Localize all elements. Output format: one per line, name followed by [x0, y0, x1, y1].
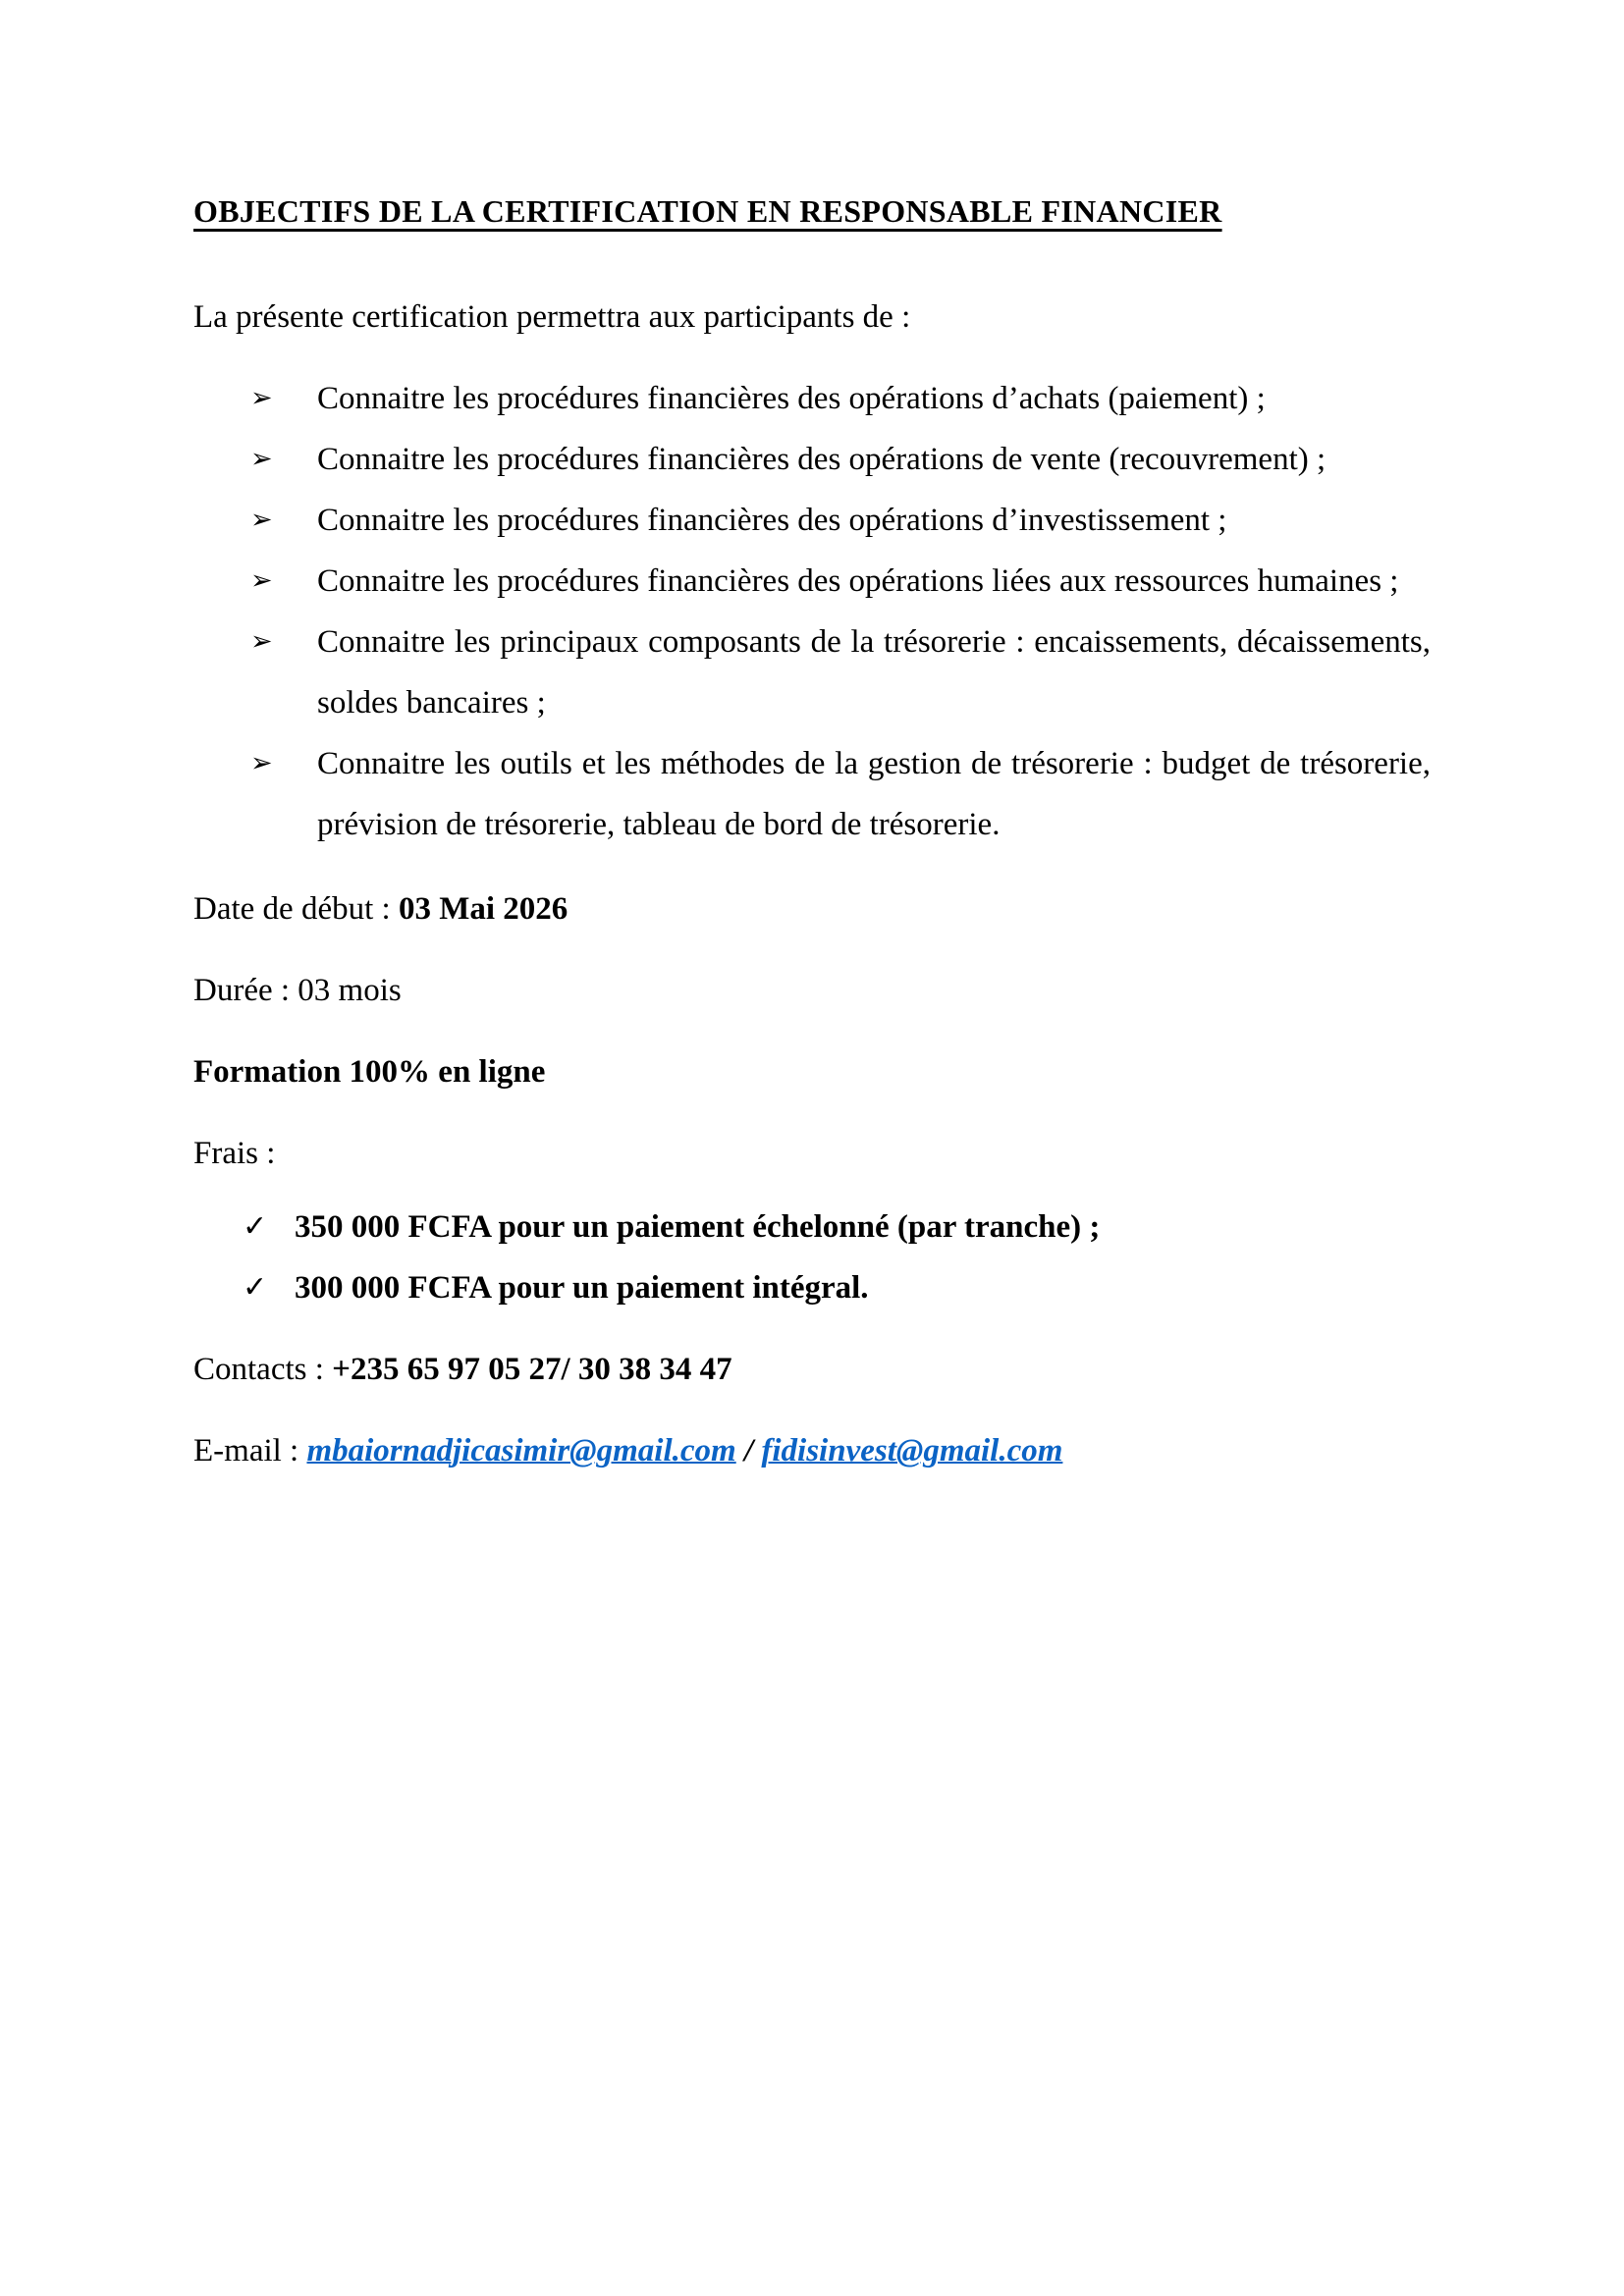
objective-text: Connaitre les procédures financières des opérations d’investissement ; — [317, 503, 1227, 538]
objective-item — [193, 429, 1431, 490]
arrow-bullet-icon: ➢ — [250, 444, 273, 474]
objective-item — [193, 612, 1431, 733]
start-date-value: 03 Mai 2026 — [398, 891, 568, 927]
fees-list — [193, 1197, 1431, 1318]
objective-text: Connaitre les procédures financières des opérations liées aux ressources humaines ; — [317, 563, 1399, 599]
email-link-secondary[interactable]: fidisinvest@gmail.com — [761, 1433, 1063, 1468]
contacts-label: Contacts : — [193, 1352, 333, 1387]
objective-text: Connaitre les outils et les méthodes de la gestion de trésorerie : budget de trésorerie, prévision de trésorerie, tableau de bord de trésorerie. — [317, 746, 1431, 842]
arrow-bullet-icon: ➢ — [250, 505, 273, 535]
arrow-bullet-icon: ➢ — [250, 383, 273, 413]
email-link-primary[interactable]: mbaiornadjicasimir@gmail.com — [306, 1433, 736, 1468]
fee-text: 300 000 FCFA pour un paiement intégral. — [295, 1270, 869, 1306]
arrow-bullet-icon: ➢ — [250, 626, 273, 657]
arrow-bullet-icon: ➢ — [250, 748, 273, 778]
duration-line: Durée : 03 mois — [193, 973, 402, 1008]
contacts-phone-numbers: +235 65 97 05 27/ 30 38 34 47 — [332, 1352, 732, 1387]
page-title: OBJECTIFS DE LA CERTIFICATION EN RESPONSABLE FINANCIER — [193, 193, 1222, 229]
arrow-bullet-icon: ➢ — [250, 565, 273, 596]
check-icon: ✓ — [243, 1270, 268, 1305]
objective-text: Connaitre les procédures financières des opérations d’achats (paiement) ; — [317, 381, 1266, 416]
fee-item — [193, 1197, 1431, 1257]
objective-item — [193, 551, 1431, 612]
intro-paragraph: La présente certification permettra aux participants de : — [193, 299, 911, 335]
objective-item — [193, 733, 1431, 855]
objective-item — [193, 368, 1431, 429]
email-separator: / — [735, 1433, 762, 1468]
fees-label: Frais : — [193, 1136, 276, 1171]
start-date-label: Date de début : — [193, 891, 399, 927]
objective-text: Connaitre les principaux composants de la trésorerie : encaissements, décaissements, soldes bancaires ; — [317, 624, 1431, 721]
start-date-line — [193, 879, 1431, 939]
format-line: Formation 100% en ligne — [193, 1054, 546, 1090]
objectives-list — [193, 368, 1431, 855]
fee-text: 350 000 FCFA pour un paiement échelonné (par tranche) ; — [295, 1209, 1101, 1245]
fee-item — [193, 1257, 1431, 1318]
email-line — [193, 1420, 1431, 1481]
objective-text: Connaitre les procédures financières des opérations de vente (recouvrement) ; — [317, 442, 1326, 477]
check-icon: ✓ — [243, 1209, 268, 1244]
email-label: E-mail : — [193, 1433, 307, 1468]
contacts-line — [193, 1339, 1431, 1400]
objective-item — [193, 490, 1431, 551]
